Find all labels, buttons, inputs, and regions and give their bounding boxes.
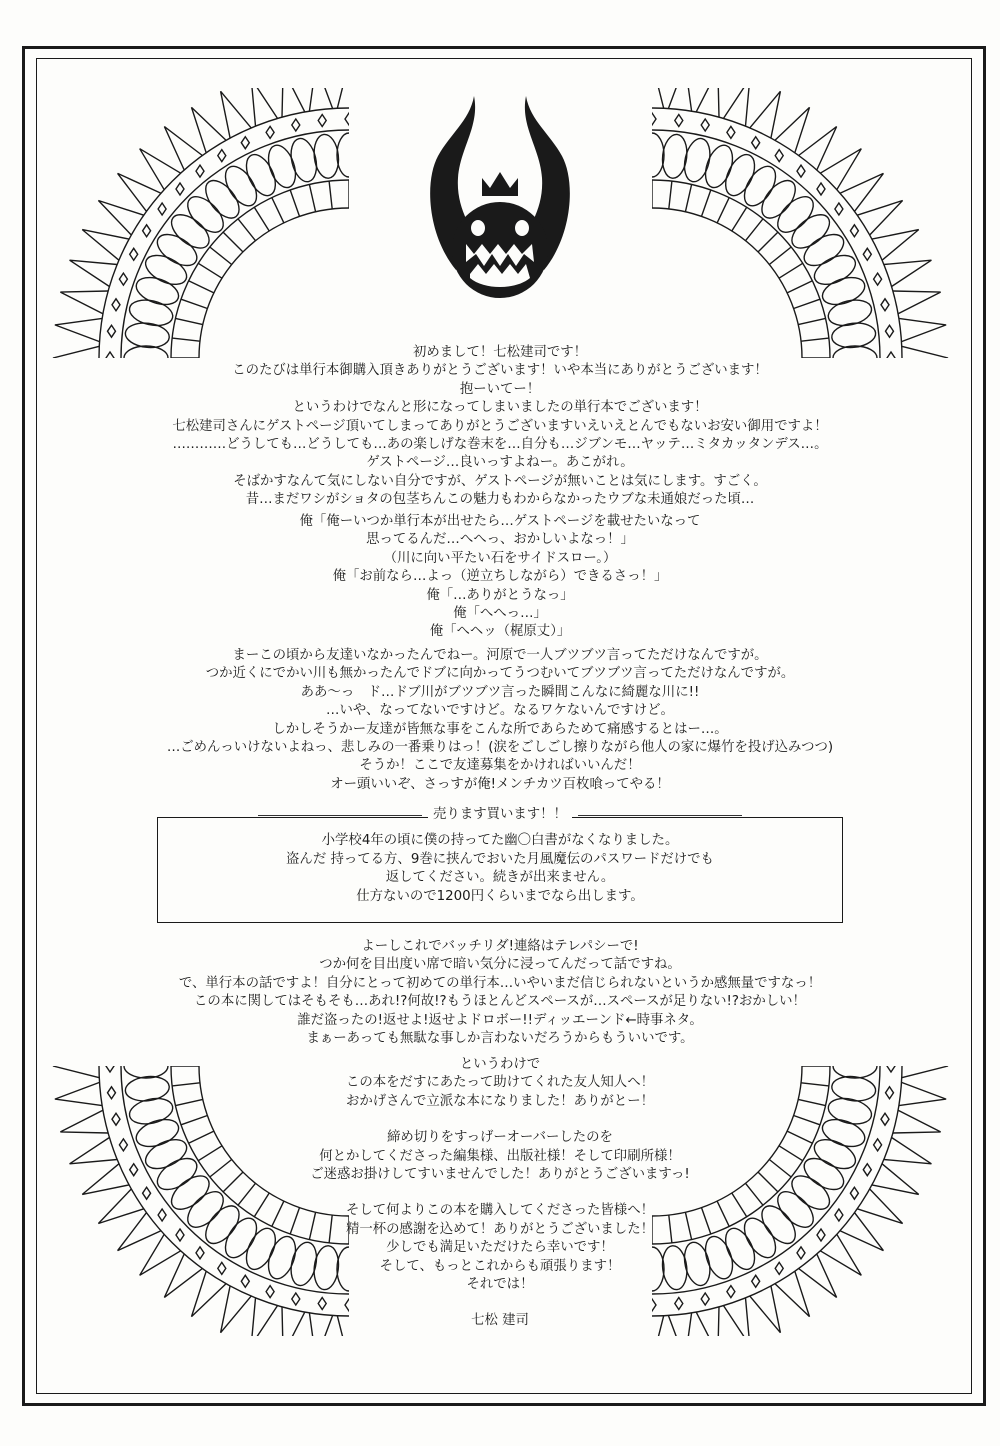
text-line: 思ってるんだ…へへっ、おかしいよなっ！」 (366, 532, 634, 548)
text-line: つか何を目出度い席で暗い気分に浸ってんだって話ですね。 (319, 957, 681, 973)
afterword-section (60, 938, 940, 1048)
intro-section (60, 344, 940, 510)
text-line: 仕方ないので1200円くらいまでなら出します。 (356, 888, 644, 904)
text-line: この本をだすにあたって助けてくれた友人知人へ！ (346, 1075, 654, 1091)
text-line: そうか！ここで友達募集をかければいいんだ！ (359, 758, 641, 774)
thanks-section (60, 1056, 940, 1331)
text-line: ああ～っ ド…ドブ川がブツブツ言った瞬間こんなに綺麗な川に!! (300, 684, 700, 700)
text-line: おかげさんで立派な本になりました！ありがとー！ (346, 1093, 654, 1109)
text-line: それでは！ (466, 1277, 534, 1293)
text-line: （川に向い平たい石をサイドスロー。） (383, 550, 617, 566)
text-line: 返してください。続きが出来ません。 (385, 870, 615, 886)
text-line: 誰だ盗ったの!返せよ!返せよドロボー!!ディッエーンド←時事ネタ。 (297, 1012, 703, 1028)
classified-ad-text (158, 832, 842, 906)
text-line: 小学校4年の頃に僕の持ってた幽〇白書がなくなりました。 (321, 833, 679, 848)
text-line: 何とかしてくださった編集様、出版社様！そして印刷所様！ (319, 1148, 681, 1164)
text-line: まぁーあっても無駄な事しか言わないだろうからもういいです。 (306, 1031, 694, 1047)
text-line: というわけでなんと形になってしまいましたの単行本でございます！ (292, 400, 708, 416)
ornamental-rosette-icon (37, 88, 349, 358)
text-line: …いや、なってないですけど。なるワケないんですけど。 (326, 703, 674, 719)
classified-ad-title: 売ります買います！！ (428, 806, 572, 824)
text-line: この本に関してはそもそも…あれ!?何故!?もうほとんどスペースが…スペースが足りない!?おかしい！ (194, 994, 806, 1010)
text-line: というわけで (459, 1057, 541, 1072)
text-line: このたびは単行本御購入頂きありがとうございます！いや本当にありがとうございます！ (232, 363, 768, 379)
text-line: よーしこれでバッチリダ!連絡はテレパシーで! (361, 939, 639, 954)
text-line: 精一杯の感謝を込めて！ありがとうございました！ (346, 1221, 654, 1237)
divider (258, 815, 422, 816)
text-line: 俺「…ありがとうなっ」 (426, 587, 574, 603)
text-line: ご迷惑お掛けしてすいませんでした！ありがとうございますっ! (310, 1167, 690, 1183)
text-line: 俺「へへっ…」 (453, 606, 547, 622)
text-line: そして、もっとこれからも頑張ります！ (379, 1258, 621, 1274)
text-line: 俺「お前なら…よっ（逆立ちしながら）できるさっ！」 (332, 569, 668, 585)
signature: 七松 建司 (471, 1313, 529, 1329)
monologue-section (60, 647, 940, 794)
text-line: 昔…まだワシがショタの包茎ちんこの魅力もわからなかったウブな未通娘だった頃… (245, 492, 755, 508)
text-line: 抱ーいてー！ (459, 381, 541, 397)
dialogue-section (60, 513, 940, 642)
text-line: …ごめんっいけないよねっ、悲しみの一番乗りはっ！(涙をごしごし擦りながら他人の家に爆竹を投げ込みつつ) (166, 740, 834, 756)
text-line: まーこの頃から友達いなかったんでねー。河原で一人ブツブツ言ってただけなんですが。 (232, 648, 768, 663)
ornamental-rosette-icon (652, 88, 964, 358)
text-line: つか近くにでかい川も無かったんでドブに向かってうつむいてブツブツ言ってただけなんですが。 (205, 666, 795, 682)
horned-creature-emblem-icon (418, 56, 582, 332)
text-line: 初めまして！七松建司です！ (412, 345, 588, 360)
text-line: で、単行本の話ですよ！自分にとって初めての単行本…いやいまだ信じられないというか感無量ですなっ！ (178, 975, 822, 991)
text-line: 少しでも満足いただけたら幸いです！ (386, 1240, 614, 1256)
text-line: しかしそうかー友達が皆無な事をこんな所であらためて痛感するとはー…。 (272, 721, 728, 737)
text-line: …………どうしても…どうしても…あの楽しげな巻末を…自分も…ジブンモ…ヤッテ…ミタカッタンデス…。 (172, 437, 828, 453)
classified-ad-box (157, 817, 843, 923)
divider (578, 815, 742, 816)
text-line: 盗んだ 持ってる方、9巻に挟んでおいた月風魔伝のパスワードだけでも (286, 851, 714, 867)
text-line: ゲストページ…良いっすよねー。あこがれ。 (366, 455, 634, 471)
text-line: そして何よりこの本を購入してくださった皆様へ！ (346, 1203, 654, 1219)
text-line: 七松建司さんにゲストページ頂いてしまってありがとうございますいえいえとんでもないお安い御用ですよ！ (172, 418, 828, 434)
text-line: 俺「へヘッ（梶原丈）」 (429, 624, 571, 640)
text-line: オー頭いいぞ、さっすが俺!メンチカツ百枚喰ってやる！ (330, 776, 670, 792)
text-line: 締め切りをすっげーオーバーしたのを (387, 1130, 613, 1146)
text-line: そばかすなんて気にしない自分ですが、ゲストページが無いことは気にします。すごく。 (233, 473, 767, 489)
text-line: 俺「俺ーいつか単行本が出せたら…ゲストページを載せたいなって (299, 514, 701, 529)
